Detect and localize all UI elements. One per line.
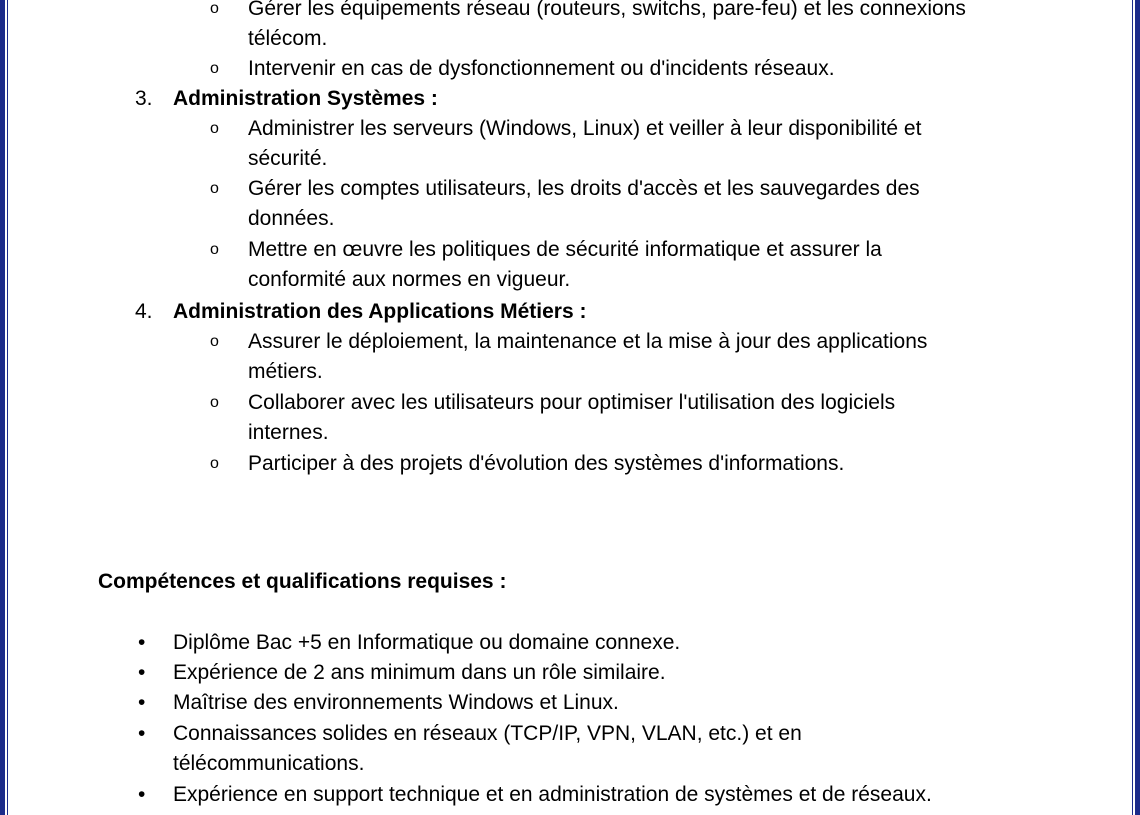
bullet: •	[138, 722, 146, 745]
list-item-line: Participer à des projets d'évolution des systèmes d'informations.	[248, 452, 845, 475]
page-border-left	[0, 0, 5, 815]
list-item-line: Assurer le déploiement, la maintenance et la mise à jour des applications	[248, 330, 928, 353]
section-title: Administration des Applications Métiers :	[173, 300, 587, 323]
list-item-line: télécom.	[248, 27, 328, 50]
list-item-line: données.	[248, 207, 335, 230]
bullet: •	[138, 691, 146, 714]
list-item-line: Intervenir en cas de dysfonctionnement ou d'incidents réseaux.	[248, 57, 835, 80]
sub-bullet: o	[210, 120, 219, 137]
list-item-line: Gérer les équipements réseau (routeurs, switchs, pare-feu) et les connexions	[248, 0, 966, 20]
section-number: 3.	[135, 87, 153, 110]
list-item-line: Diplôme Bac +5 en Informatique ou domaine connexe.	[173, 631, 681, 654]
list-item-line: internes.	[248, 421, 329, 444]
sub-bullet: o	[210, 60, 219, 77]
list-item-line: Mettre en œuvre les politiques de sécurité informatique et assurer la	[248, 238, 882, 261]
sub-bullet: o	[210, 180, 219, 197]
sub-bullet: o	[210, 333, 219, 350]
list-item-line: Maîtrise des environnements Windows et Linux.	[173, 691, 619, 714]
skills-heading: Compétences et qualifications requises :	[98, 570, 507, 593]
list-item-line: Expérience de 2 ans minimum dans un rôle similaire.	[173, 661, 666, 684]
section-number: 4.	[135, 300, 153, 323]
list-item-line: Administrer les serveurs (Windows, Linux) et veiller à leur disponibilité et	[248, 117, 922, 140]
sub-bullet: o	[210, 394, 219, 411]
page-border-right	[1135, 0, 1140, 815]
bullet: •	[138, 631, 146, 654]
sub-bullet: o	[210, 241, 219, 258]
list-item-line: Expérience en support technique et en administration de systèmes et de réseaux.	[173, 783, 932, 806]
section-title: Administration Systèmes :	[173, 87, 438, 110]
list-item-line: Connaissances solides en réseaux (TCP/IP, VPN, VLAN, etc.) et en	[173, 722, 802, 745]
bullet: •	[138, 661, 146, 684]
list-item-line: télécommunications.	[173, 752, 365, 775]
bullet: •	[138, 783, 146, 806]
list-item-line: métiers.	[248, 360, 323, 383]
list-item-line: sécurité.	[248, 147, 328, 170]
sub-bullet: o	[210, 0, 219, 17]
list-item-line: conformité aux normes en vigueur.	[248, 268, 571, 291]
list-item-line: Collaborer avec les utilisateurs pour optimiser l'utilisation des logiciels	[248, 391, 896, 414]
list-item-line: Gérer les comptes utilisateurs, les droits d'accès et les sauvegardes des	[248, 177, 920, 200]
sub-bullet: o	[210, 455, 219, 472]
